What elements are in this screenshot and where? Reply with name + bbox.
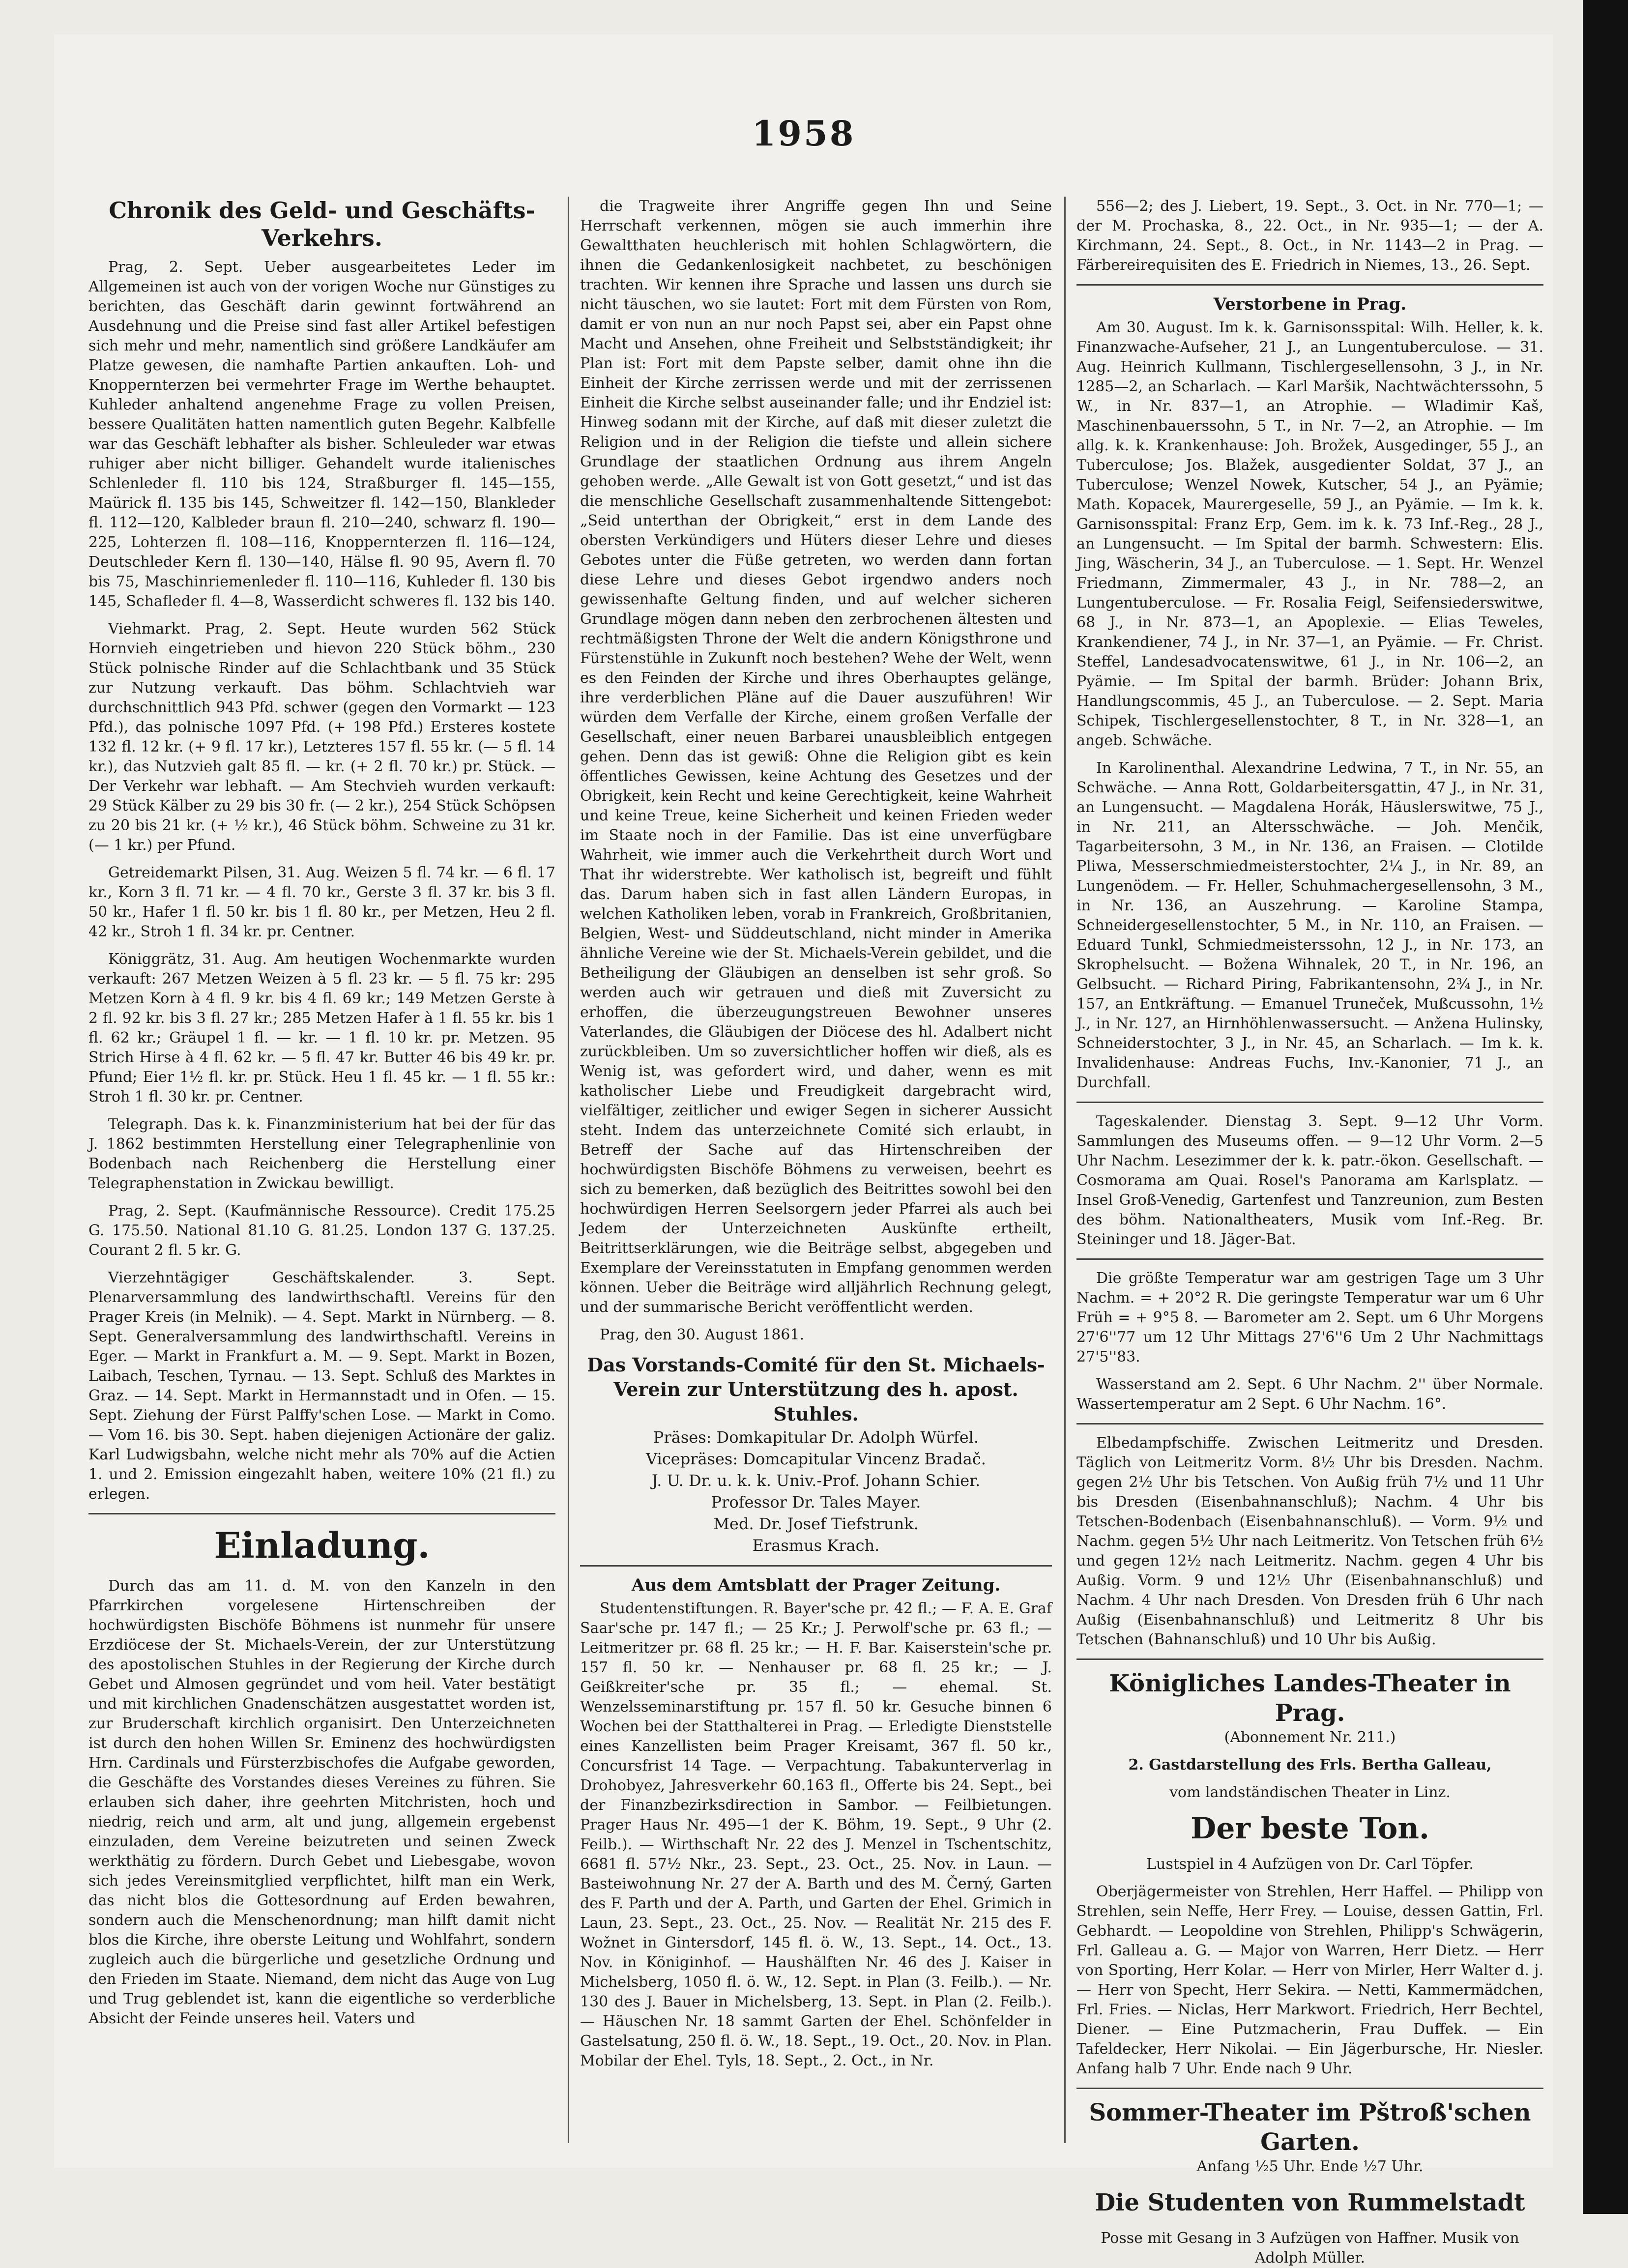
committee-name: Das Vorstands-Comité für den St. Michaels-Verein zur Unterstützung des h. apost. Stuhles. (587, 1354, 1045, 1425)
verstorbene-heading: Verstorbene in Prag. (1213, 294, 1407, 314)
divider (1076, 2088, 1543, 2089)
article-tageskalender: Tageskalender. Dienstag 3. Sept. 9—12 Uhr Vorm. Sammlungen des Museums offen. — 9—12 Uhr Vorm. 2—5 Uhr Nachm. Lesezimmer der k. k. patr.-ökon. Gesellschaft. — Cosmorama am Quai. Rosel's Panorama am Karlsplatz. — Insel Groß-Venedig, Gartenfest und Tanzreunion, zum Besten des böhm. Nationaltheaters, Musik vom Inf.-Reg. Br. Steininger und 18. Jäger-Bat. (1076, 1113, 1543, 1248)
article-koeniggraetz: Königgrätz, 31. Aug. Am heutigen Wochenmarkte wurden verkauft: 267 Metzen Weizen à 5 fl. 23 kr. — 5 fl. 75 kr: 295 Metzen Korn à 4 fl. 9 kr. bis 4 fl. 69 kr.; 149 Metzen Gerste à 2 fl. 92 kr. bis 3 fl. 27 kr.; 285 Metzen Hafer à 1 fl. 55 kr. bis 1 fl. 62 kr.; Gräupel 1 fl. — kr. — 1 fl. 10 kr. pr. Metzen. 95 Strich Hirse à 4 fl. 62 kr. — 5 fl. 47 kr. Butter 46 bis 49 kr. pr. Pfund; Eier 1½ fl. kr. pr. Stück. Heu 1 fl. 45 kr. — 1 fl. 55 kr.: Stroh 1 fl. 30 kr. pr. Centner. (88, 951, 555, 1105)
divider (1076, 1658, 1543, 1660)
einladung-date: Prag, den 30. August 1861. (600, 1326, 805, 1343)
divider (1076, 1258, 1543, 1260)
article-karolinenthal: In Karolinenthal. Alexandrine Ledwina, 7 T., in Nr. 55, an Schwäche. — Anna Rott, Goldarbeitersgattin, 47 J., in Nr. 31, an Lungensucht. — Magdalena Horák, Häuslerswitwe, 75 J., in Nr. 211, an Altersschwäche. — Joh. Menčik, Tagarbeitersohn, 3 M., in Nr. 136, an Fraisen. — Clotilde Pliwa, Messerschmiedmeisterstochter, 2¼ J., in Nr. 89, an Lungenödem. — Fr. Heller, Schuhmachergesellensohn, 3 M., in Nr. 136, an Auszehrung. — Karoline Stampa, Schneidergesellenstochter, 5 M., in Nr. 110, an Fraisen. — Eduard Tunkl, Schmiedmeisterssohn, 12 J., in Nr. 173, an Skrophelsucht. — Božena Wihnalek, 20 T., in Nr. 196, an Gelbsucht. — Richard Piring, Fabrikantensohn, 2¾ J., in Nr. 157, an Entkräftung. — Emanuel Truneček, Mußcussohn, 1½ J., in Nr. 127, an Hirnhöhlenwassersucht. — Anžena Hulinsky, Schneiderstochter, 3 J., in Nr. 45, an Scharlach. — Im k. k. Invalidenhause: Andreas Fuchs, Inv.-Kanonier, 71 J., an Durchfall. (1076, 759, 1543, 1091)
article-leder: Prag, 2. Sept. Ueber ausgearbeitetes Leder im Allgemeinen ist auch von der vorigen Woche nur Günstiges zu berichten, das Geschäft darin gewinnt fortwährend an Ausdehnung und die Preise sind fast aller Artikel befestigen sich mehr und mehr, namentlich sind größere Landkäufer am Platze gewesen, die namhafte Partien ankauften. Loh- und Knoppernterzen bei vermehrter Frage im Werthe behauptet. Kuhleder anhaltend angenehme Frage zu vollen Preisen, bessere Qualitäten hatten namentlich guten Begehr. Kalbfelle war das Geschäft lebhafter als bisher. Schleuleder war etwas ruhiger aber nicht billiger. Gehandelt wurde italienisches Schlenleder fl. 110 bis 124, Straßburger fl. 145—155, Maürick fl. 135 bis 145, Schweitzer fl. 142—150, Blankleder fl. 112—120, Kalbleder braun fl. 210—240, schwarz fl. 190—225, Lohterzen fl. 108—116, Knoppernterzen fl. 116—124, Deutschleder Kern fl. 130—140, Hälse fl. 90 95, Avern fl. 70 bis 75, Maschinriemenleder fl. 110—116, Kuhleder fl. 130 bis 145, Schafleder fl. 4—8, Wasserdicht schweres fl. 132 bis 140. (88, 259, 555, 610)
divider (580, 1565, 1052, 1567)
divider (1076, 284, 1543, 286)
theater-abonnement: (Abonnement Nr. 211.) (1224, 1729, 1396, 1746)
article-boerse: Prag, 2. Sept. (Kaufmännische Ressource). Credit 175.25 G. 175.50. National 81.10 G. 81.25. London 137 G. 137.25. Courant 2 fl. 5 kr. G. (88, 1202, 555, 1259)
column-rule (1064, 197, 1066, 2143)
sommer-theater-times: Anfang ½5 Uhr. Ende ½7 Uhr. (1196, 2158, 1424, 2175)
signature-member: Professor Dr. Tales Mayer. (711, 1493, 921, 1512)
column-3 (1076, 197, 1543, 2267)
sommer-theater-heading: Sommer-Theater im Pštroß'schen Garten. (1089, 2099, 1531, 2156)
sommer-play-title: Die Studenten von Rummelstadt (1095, 2189, 1525, 2216)
article-telegraph: Telegraph. Das k. k. Finanzministerium hat bei der für das J. 1862 bestimmten Herstellung einer Telegraphenlinie von Bodenbach nach Reichenberg die Herstellung einer Telegraphenstation in Zwickau bewilligt. (88, 1116, 555, 1192)
signature-member: J. U. Dr. u. k. k. Univ.-Prof. Johann Schier. (651, 1471, 981, 1490)
theater-gastdarstellung: 2. Gastdarstellung des Frls. Bertha Galleau, (1128, 1756, 1492, 1774)
signature-praeses: Präses: Domkapitular Dr. Adolph Würfel. (653, 1428, 979, 1447)
theater-heading: Königliches Landes-Theater in Prag. (1109, 1670, 1511, 1727)
play-description: Lustspiel in 4 Aufzügen von Dr. Carl Töpfer. (1146, 1856, 1474, 1873)
column-1 (88, 197, 555, 2143)
scan-edge (1583, 0, 1628, 2214)
article-wasserstand: Wasserstand am 2. Sept. 6 Uhr Nachm. 2'' über Normale. Wassertemperatur am 2 Sept. 6 Uhr Nachm. 16°. (1076, 1376, 1543, 1413)
columns (88, 197, 1543, 2267)
play-cast: Oberjägermeister von Strehlen, Herr Haffel. — Philipp von Strehlen, sein Neffe, Herr Frey. — Louise, dessen Gattin, Frl. Gebhardt. — Leopoldine von Strehlen, Philipp's Schwägerin, Frl. Galleau a. G. — Major von Warren, Herr Dietz. — Herr von Sporting, Herr Kolar. — Herr von Mirler, Herr Walter d. j. — Herr von Specht, Herr Sekira. — Netti, Kammermädchen, Frl. Fries. — Niclas, Herr Markwort. Friedrich, Herr Bechtel, Diener. — Eine Putzmacherin, Frau Duffek. — Ein Tafeldecker, Herr Nikolai. — Ein Jägerbursche, Hr. Niesler. Anfang halb 7 Uhr. Ende nach 9 Uhr. (1076, 1883, 1543, 2077)
amtsblatt-continued: 556—2; des J. Liebert, 19. Sept., 3. Oct. in Nr. 770—1; — der M. Prochaska, 8., 22. Oct., in Nr. 935—1; — der A. Kirchmann, 24. Sept., 8. Oct., in Nr. 1143—2 in Prag. — Färbereirequisiten des E. Friedrich in Niemes, 13., 26. Sept. (1076, 198, 1543, 274)
divider (1076, 1102, 1543, 1103)
theater-gastdarstellung-sub: vom landständischen Theater in Linz. (1169, 1784, 1451, 1801)
sommer-play-description: Posse mit Gesang in 3 Aufzügen von Haffner. Musik von Adolph Müller. (1101, 2230, 1519, 2267)
article-einladung: Durch das am 11. d. M. von den Kanzeln in den Pfarrkirchen vorgelesene Hirtenschreiben der hochwürdigsten Bischöfe Böhmens ist nunmehr für unsere Erzdiöcese der St. Michaels-Verein, der zur Unterstützung des apostolischen Stuhles in der Regierung der Kirche durch Gebet und Almosen gegründet und vom heil. Vater bestätigt und mit kirchlichen Gnadenschätzen ausgestattet worden ist, zur Bruderschaft kirchlich organisirt. Den Unterzeichneten ist durch den hohen Willen Sr. Eminenz des hochwürdigsten Hrn. Cardinals und Fürsterzbischofes die Aufgabe geworden, die Geschäfte des Vorstandes dieses Vereines zu führen. Sie erlauben sich daher, ihre geehrten Mitchristen, hoch und niedrig, reich und arm, alt und jung, allgemein ergebenst einzuladen, dem Vereine beizutreten und seinen Zweck werkthätig zu fördern. Durch Gebet und Liebesgabe, wovon sich jedes Vereinsmitglied verpflichtet, hilft man ein Werk, das nicht blos die Gottesordnung auf Erden bewahren, sondern auch die Menschenordnung; man hilft damit nicht blos die Kirche, ihre oberste Leitung und Wohlfahrt, sondern zugleich auch die bürgerliche und gesetzliche Ordnung und den Frieden im Staate. Niemand, dem nicht das Auge von Lug und Trug geblendet ist, kann die eigentliche so verderbliche Absicht der Feinde unseres heil. Vaters und (88, 1577, 555, 2027)
column-2 (580, 197, 1052, 2143)
divider (1076, 1423, 1543, 1425)
signature-member: Erasmus Krach. (752, 1536, 880, 1555)
divider (88, 1513, 555, 1514)
chronik-heading: Chronik des Geld- und Geschäfts-Verkehrs. (109, 197, 535, 251)
article-temperatur: Die größte Temperatur war am gestrigen Tage um 3 Uhr Nachm. = + 20°2 R. Die geringste Temperatur war um 6 Uhr Früh = + 9°5 8. — Barometer am 2. Sept. um 6 Uhr Morgens 27'6''77 um 12 Uhr Mittags 27'6''6 Um 2 Uhr Nachmittags 27'5''83. (1076, 1270, 1543, 1366)
einladung-heading: Einladung. (214, 1524, 430, 1566)
einladung-continued: die Tragweite ihrer Angriffe gegen Ihn und Seine Herrschaft verkennen, mögen sie auch immerhin ihre Gewaltthaten heuchlerisch mit hohlen Schlagwörtern, die ihnen die Gedankenlosigkeit nachbetet, zu beschönigen trachten. Wir kennen ihre Sprache und lassen uns durch sie nicht täuschen, wo sie lautet: Fort mit dem Fürsten von Rom, damit er von nun an nur noch Papst sei, aber ein Papst ohne Macht und Ansehen, ohne Freiheit und Selbstständigkeit; ihr Plan ist: Fort mit dem Papste selber, damit ohne ihn die Einheit der Kirche zerrissen werde und mit der zerrissenen Einheit die Kirche selbst auseinander falle; und ihr Endziel ist: Hinweg sodann mit der Kirche, auf daß mit dieser zuletzt die Religion und in der Religion die tiefste und allein sichere Grundlage der staatlichen Ordnung aus ihrem Angeln gehoben werde. „Alle Gewalt ist von Gott gesetzt,“ und ist das die menschliche Gesellschaft zusammenhaltende Sittengebot: „Seid unterthan der Obrigkeit,“ erst in dem Lande des obersten Verkündigers und Hüters dieser Lehre und dieses Gebotes unter die Füße getreten, wo werden dann fortan diese Lehre und dieses Gebot irgendwo anders noch gewissenhafte Geltung finden, und auf welcher sicheren Grundlage mögen dann neben den zerbrochenen ältesten und rechtmäßigsten Throne der Welt die andern Königsthrone und Fürstenstühle in Zukunft noch bestehen? Wehe der Welt, wenn es den Feinden der Kirche und ihres Oberhauptes gelänge, ihre verderblichen Pläne auf die Dauer auszuführen! Wir würden dem Verfalle der Kirche, einem großen Verfalle der Gesellschaft, einer neuen Barbarei unausbleiblich entgegen gehen. Denn das ist gewiß: Ohne die Religion gibt es kein öffentliches Gewissen, keine Achtung des Gesetzes und der Obrigkeit, kein Recht und keine Gerechtigkeit, keine Wahrheit und keine Treue, keine Sicherheit und keinen Frieden weder im Staate noch in der Familie. Das ist eine unverfügbare Wahrheit, wie immer auch die Verkehrtheit durch Wort und That ihr widerstrebte. Wer katholisch ist, begreift und fühlt das. Darum haben sich in fast allen Ländern Europas, in welchen Katholiken leben, vorab in Frankreich, Großbritanien, Belgien, West- und Süddeutschland, nicht minder in Amerika ähnliche Vereine wie der St. Michaels-Verein gebildet, und die Betheiligung der Gläubigen an denselben ist sehr groß. So werden auch wir getrauen und dieß mit Zuversicht zu erhoffen, die überzeugungstreuen Bewohner unseres Vaterlandes, die Gläubigen der Diöcese des hl. Adalbert nicht zurückbleiben. Um so zuversichtlicher hoffen wir dieß, als es Wenig ist, was gefordert wird, und daher, wenn es mit katholischer Liebe und Freudigkeit dargebracht wird, vielfältiger, zeitlicher und ewiger Segen in sicherer Aussicht steht. Indem das unterzeichnete Comité sich erlaubt, in Betreff der Sache auf das Hirtenschreiben der hochwürdigsten Bischöfe Böhmens zu verweisen, beehrt es sich zu bemerken, daß bezüglich des Beitrittes sowohl bei den hochwürdigen Herren Seelsorgern jeder Pfarrei als auch bei Jedem der Unterzeichneten Auskünfte ertheilt, Beitrittserklärungen, wie die Beiträge selbst, abgegeben und Exemplare der Vereinsstatuten in Empfang genommen werden können. Ueber die Beiträge wird alljährlich Rechnung gelegt, und der summarische Bericht veröffentlicht werden. (580, 198, 1052, 1316)
article-viehmarkt: Viehmarkt. Prag, 2. Sept. Heute wurden 562 Stück Hornvieh eingetrieben und hievon 220 Stück böhm., 230 Stück polnische Rinder auf die Schlachtbank und 35 Stück zur Nutzung verkauft. Das böhm. Schlachtvieh war durchschnittlich 943 Pfd. schwer (gegen den Vormarkt — 123 Pfd.), das polnische 1097 Pfd. (+ 198 Pfd.) Ersteres kostete 132 fl. 12 kr. (+ 9 fl. 17 kr.), Letzteres 157 fl. 55 kr. (— 5 fl. 14 kr.), das Nutzvieh galt 85 fl. — kr. (+ 2 fl. 70 kr.) pr. Stück. — Der Verkehr war lebhaft. — Am Stechvieh wurden verkauft: 29 Stück Kälber zu 29 bis 30 fr. (— 2 kr.), 254 Stück Schöpsen zu 20 bis 21 kr. (+ ½ kr.), 46 Stück böhm. Schweine zu 31 kr. (— 1 kr.) per Pfund. (88, 620, 555, 854)
newspaper-page (54, 34, 1553, 2267)
article-getreidemarkt: Getreidemarkt Pilsen, 31. Aug. Weizen 5 fl. 74 kr. — 6 fl. 17 kr., Korn 3 fl. 71 kr. — 4 fl. 70 kr., Gerste 3 fl. 37 kr. bis 3 fl. 50 kr., Hafer 1 fl. 50 kr. bis 1 fl. 80 kr., per Metzen, Heu 2 fl. 42 kr., Stroh 1 fl. 34 kr. pr. Centner. (88, 864, 555, 940)
signature-vice: Vicepräses: Domcapitular Vincenz Bradač. (646, 1450, 986, 1468)
column-rule (568, 197, 569, 2143)
article-verstorbene: Am 30. August. Im k. k. Garnisonsspital: Wilh. Heller, k. k. Finanzwache-Aufseher, 21 J., an Lungentuberculose. — 31. Aug. Heinrich Kullmann, Tischlergesellensohn, 3 J., in Nr. 1285—2, an Scharlach. — Karl Maršik, Nachtwächterssohn, 5 W., in Nr. 837—1, an Atrophie. — Wladimir Kaš, Maschinenbauerssohn, 5 T., in Nr. 7—2, an Atrophie. — Im allg. k. k. Krankenhause: Joh. Brožek, Ausgedinger, 55 J., an Tuberculose; Jos. Blažek, ausgedienter Soldat, 37 J., an Tuberculose; Wenzel Nowek, Kutscher, 54 J., an Pyämie; Math. Kopacek, Maurergeselle, 59 J., an Pyämie. — Im k. k. Garnisonsspital: Franz Erp, Gem. im k. k. 73 Inf.-Reg., 28 J., an Lungensucht. — Im Spital der barmh. Schwestern: Elis. Jing, Wäscherin, 34 J., an Tuberculose. — 1. Sept. Hr. Wenzel Friedmann, Zimmermaler, 43 J., in Nr. 788—2, an Lungentuberculose. — Fr. Rosalia Feigl, Seifensiederswitwe, 68 J., in Nr. 873—1, an Apoplexie. — Elias Teweles, Krankendiener, 74 J., in Nr. 37—1, an Pyämie. — Fr. Christ. Steffel, Landesadvocatenswitwe, 61 J., in Nr. 106—2, an Pyämie. — Im Spital der barmh. Brüder: Johann Brix, Handlungscommis, 45 J., an Tuberculose. — 2. Sept. Maria Schipek, Tischlergesellenstochter, 8 T., in Nr. 328—1, an angeb. Schwäche. (1076, 319, 1543, 749)
page-number: 1958 (752, 113, 856, 154)
amtsblatt-heading: Aus dem Amtsblatt der Prager Zeitung. (631, 1575, 1001, 1595)
signature-member: Med. Dr. Josef Tiefstrunk. (713, 1514, 919, 1533)
article-kalender: Vierzehntägiger Geschäftskalender. 3. Sept. Plenarversammlung des landwirthschaftl. Vereins für den Prager Kreis (in Melnik). — 4. Sept. Markt in Nürnberg. — 8. Sept. Generalversammlung des landwirthschaftl. Vereins in Eger. — Markt in Frankfurt a. M. — 9. Sept. Markt in Bozen, Laibach, Teschen, Tyrnau. — 13. Sept. Schluß des Marktes in Graz. — 14. Sept. Markt in Hermannstadt und in Ofen. — 15. Sept. Ziehung der Fürst Palffy'schen Lose. — Markt in Como. — Vom 16. bis 30. Sept. haben diejenigen Actionäre der galiz. Karl Ludwigsbahn, welche nicht mehr als 70% auf die Actien 1. und 2. Emission eingezahlt haben, weitere 10% (21 fl.) zu erlegen. (88, 1269, 555, 1503)
article-elbedampfschiffe: Elbedampfschiffe. Zwischen Leitmeritz und Dresden. Täglich von Leitmeritz Vorm. 8½ Uhr bis Dresden. Nachm. gegen 2½ Uhr bis Tetschen. Von Außig früh 7½ und 11 Uhr bis Dresden (Eisenbahnanschluß); Nachm. 4 Uhr bis Tetschen-Bodenbach (Eisenbahnanschluß). — Vorm. 9½ und Nachm. gegen 5½ Uhr nach Leitmeritz. Von Tetschen früh 6½ und gegen 12½ nach Leitmeritz. Nachm. gegen 4 Uhr bis Außig. Vorm. 9 und 12½ Uhr (Eisenbahnanschluß) und Nachm. 4 Uhr nach Dresden. Von Dresden früh 6 Uhr nach Außig (Eisenbahnanschluß) und Leitmeritz 8 Uhr bis Tetschen (Bahnanschluß) und 10 Uhr bis Außig. (1076, 1434, 1543, 1648)
play-title: Der beste Ton. (1191, 1811, 1429, 1846)
article-amtsblatt: Studentenstiftungen. R. Bayer'sche pr. 42 fl.; — F. A. E. Graf Saar'sche pr. 147 fl.; — 25 Kr.; J. Perwolf'sche pr. 63 fl.; — Leitmeritzer pr. 68 fl. 25 kr.; — H. F. Bar. Kaiserstein'sche pr. 157 fl. 50 kr. — Nenhauser pr. 68 fl. 25 kr.; — J. Geißkreiter'sche pr. 35 fl.; — ehemal. St. Wenzelsseminarstiftung pr. 157 fl. 50 kr. Gesuche binnen 6 Wochen bei der Statthalterei in Prag. — Erledigte Dienststelle eines Kanzellisten beim Prager Kreisamt, 367 fl. 50 kr., Concursfrist 14 Tage. — Verpachtung. Tabakunterverlag in Drohobyez, Jahresverkehr 60.163 fl., Offerte bis 24. Sept., bei der Finanzbezirksdirection in Sambor. — Feilbietungen. Prager Haus Nr. 495—1 der K. Böhm, 19. Sept., 9 Uhr (2. Feilb.). — Wirthschaft Nr. 22 des J. Menzel in Tschentschitz, 6681 fl. 57½ Nkr., 23. Sept., 23. Oct., 25. Nov. in Laun. — Basteiwohnung Nr. 27 der A. Barth und des M. Černý, Garten des F. Parth und der A. Parth, und Garten der Ehel. Grimich in Laun, 23. Sept., 23. Oct., 25. Nov. — Realität Nr. 215 des F. Wožnet in Gintersdorf, 145 fl. ö. W., 13. Sept., 14. Oct., 13. Nov. in Königinhof. — Haushälften Nr. 46 des J. Kaiser in Michelsberg, 1050 fl. ö. W., 12. Sept. in Plan (3. Feilb.). — Nr. 130 des J. Bauer in Michelsberg, 13. Sept. in Plan (2. Feilb.). — Häuschen Nr. 18 sammt Garten der Ehel. Schönfelder in Gastelsatung, 250 fl. ö. W., 18. Sept., 19. Oct., 20. Nov. in Plan. Mobilar der Ehel. Tyls, 18. Sept., 2. Oct., in Nr. (580, 1600, 1052, 2069)
